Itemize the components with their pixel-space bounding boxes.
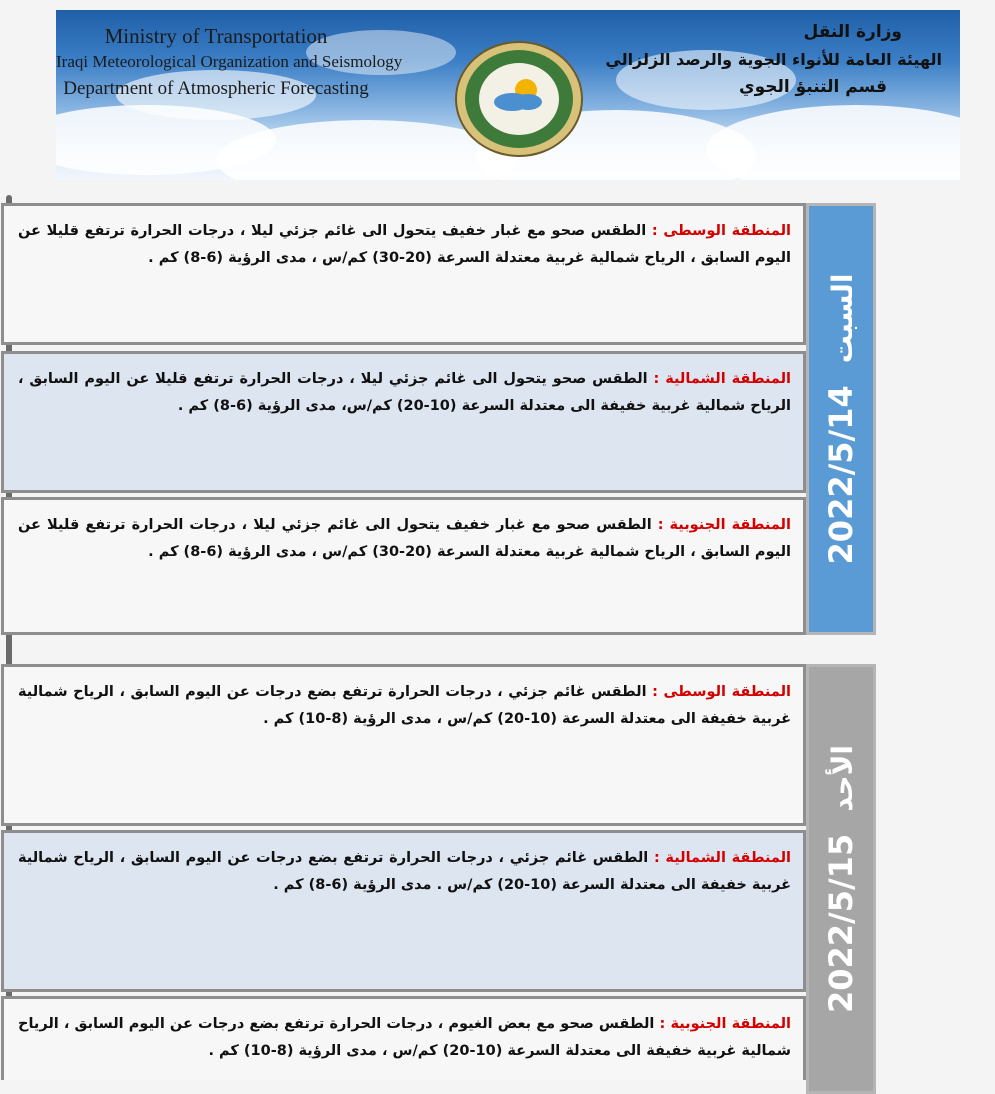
forecast-text: الطقس صحو يتحول الى غائم جزئي ليلا ، درجات الحرارة ترتفع قليلا عن اليوم السابق ، الرياح شمالية غربية خفيفة الى معتدلة السرعة (10-20) كم/س، مدى الرؤية (6-8) كم . [18, 371, 791, 414]
arabic-letterhead [605, 22, 942, 97]
date-label [822, 745, 860, 1013]
date-column [806, 664, 876, 1094]
forecast-text: الطقس صحو مع غبار خفيف يتحول الى غائم جزئي ليلا ، درجات الحرارة ترتفع قليلا عن اليوم السابق ، الرياح شمالية غربية معتدلة السرعة (20-30) كم/س ، مدى الرؤية (6-8) كم . [18, 517, 791, 560]
region-separator: : [648, 850, 666, 866]
arabic-ministry-name: وزارة النقل [803, 22, 902, 42]
region-label: المنطقة الجنوبية [669, 517, 791, 533]
english-ministry-name: Ministry of Transportation [104, 24, 328, 48]
region-label: المنطقة الشمالية [665, 850, 791, 866]
day-forecast-saturday [18, 203, 876, 635]
english-department-name: Department of Atmospheric Forecasting [63, 78, 369, 99]
forecast-text: الطقس صحو مع بعض الغيوم ، درجات الحرارة ترتفع بضع درجات عن اليوم السابق ، الرياح شمالية غربية خفيفة الى معتدلة السرعة (10-20) كم/س ، مدى الرؤية (8-10) كم . [18, 1016, 791, 1059]
date-column [806, 203, 876, 635]
arabic-organization-name: الهيئة العامة للأنواء الجوية والرصد الزلزالي [605, 50, 942, 69]
arabic-department-name: قسم التنبؤ الجوي [739, 77, 887, 97]
region-separator: : [651, 517, 670, 533]
english-organization-name: Iraqi Meteorological Organization and Seismology [56, 52, 403, 71]
region-separator: : [647, 371, 666, 387]
cloud-sun-emblem-icon [454, 40, 584, 158]
region-label: المنطقة الشمالية [665, 371, 791, 387]
english-letterhead [56, 24, 403, 100]
forecast-text: الطقس غائم جزئي ، درجات الحرارة ترتفع بضع درجات عن اليوم السابق ، الرياح شمالية غربية خفيفة الى معتدلة السرعة (10-20) كم/س ، مدى الرؤية (8-10) كم . [18, 684, 791, 727]
day-forecast-sunday [18, 664, 876, 1080]
region-separator: : [654, 1016, 671, 1032]
region-forecast-central [1, 203, 806, 345]
region-forecast-central [1, 664, 806, 826]
region-label: المنطقة الجنوبية [670, 1016, 791, 1032]
date-value: 2022/5/15 [822, 833, 860, 1014]
day-name: الأحد [826, 744, 859, 812]
date-label [822, 274, 860, 565]
region-forecast-north [1, 351, 806, 493]
forecast-text: الطقس صحو مع غبار خفيف يتحول الى غائم جزئي ليلا ، درجات الحرارة ترتفع قليلا عن اليوم السابق ، الرياح شمالية غربية معتدلة السرعة (20-30) كم/س ، مدى الرؤية (6-8) كم . [18, 223, 791, 266]
ministry-banner [56, 10, 960, 180]
region-separator: : [646, 684, 664, 700]
region-forecast-south [1, 497, 806, 635]
region-label: المنطقة الوسطى [663, 684, 791, 700]
forecast-text: الطقس غائم جزئي ، درجات الحرارة ترتفع بضع درجات عن اليوم السابق ، الرياح شمالية غربية خفيفة الى معتدلة السرعة (10-20) كم/س . مدى الرؤية (6-8) كم . [18, 850, 791, 893]
region-forecast-south [1, 996, 806, 1080]
day-name: السبت [826, 273, 859, 364]
region-forecast-north [1, 830, 806, 992]
date-value: 2022/5/14 [822, 385, 860, 565]
region-separator: : [646, 223, 664, 239]
region-label: المنطقة الوسطى [663, 223, 791, 239]
